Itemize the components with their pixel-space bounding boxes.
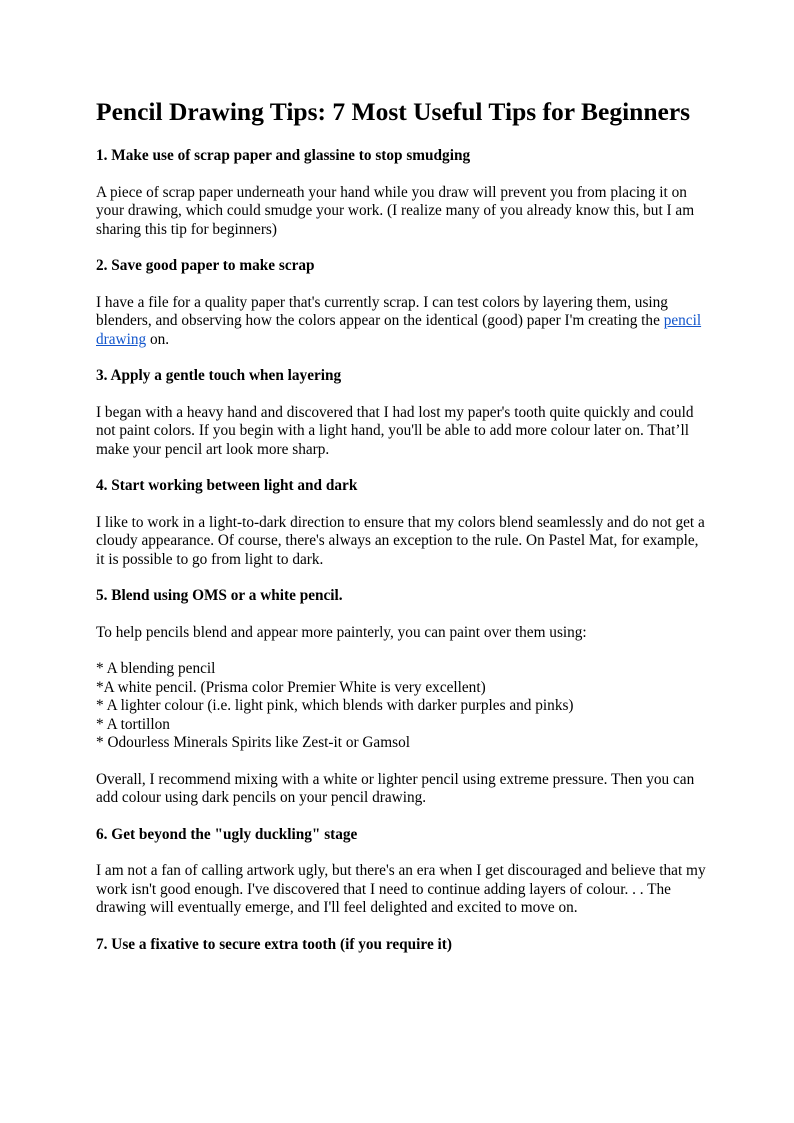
section-paragraph: Overall, I recommend mixing with a white or lighter pencil using extreme pressure. Then you can add colour using dark pencils on your pencil drawing.: [96, 770, 695, 806]
section-1: [96, 147, 706, 239]
list-item: * Odourless Minerals Spirits like Zest-it or Gamsol: [96, 734, 410, 751]
section-heading: 5. Blend using OMS or a white pencil.: [96, 587, 343, 604]
section-heading: 6. Get beyond the "ugly duckling" stage: [96, 825, 358, 843]
document-page: [96, 96, 706, 972]
list-item: *A white pencil. (Prisma color Premier White is very excellent): [96, 678, 486, 696]
section-paragraph: I am not a fan of calling artwork ugly, but there's an era when I get discouraged and believe that my work isn't good enough. I've discovered that I need to continue adding layers of colour. . . The drawing will eventually emerge, and I'll feel delighted and excited to move on.: [96, 862, 706, 916]
list-item: * A blending pencil: [96, 660, 216, 677]
section-4: [96, 477, 706, 569]
section-intro: To help pencils blend and appear more painterly, you can paint over them using:: [96, 623, 587, 641]
blending-options-list: [96, 660, 706, 753]
section-7: [96, 936, 706, 955]
section-paragraph: I began with a heavy hand and discovered that I had lost my paper's tooth quite quickly and could not paint colors. If you begin with a light hand, you'll be able to add more colour later on. That’ll make your pencil art look more sharp.: [96, 403, 694, 458]
list-item: * A tortillon: [96, 715, 170, 733]
page-title: Pencil Drawing Tips: 7 Most Useful Tips for Beginners: [96, 97, 691, 126]
section-2: [96, 257, 706, 349]
section-heading: 1. Make use of scrap paper and glassine to stop smudging: [96, 147, 471, 164]
section-heading: 2. Save good paper to make scrap: [96, 257, 315, 274]
paragraph-text: on.: [146, 330, 170, 348]
pencil-drawing-link[interactable]: pencil drawing: [96, 312, 702, 348]
section-paragraph: [96, 294, 706, 350]
section-heading: 4. Start working between light and dark: [96, 477, 358, 494]
section-heading: 3. Apply a gentle touch when layering: [96, 367, 342, 384]
section-heading: 7. Use a fixative to secure extra tooth (if you require it): [96, 935, 452, 953]
section-6: [96, 826, 706, 918]
section-3: [96, 367, 706, 459]
section-paragraph: I like to work in a light-to-dark direction to ensure that my colors blend seamlessly and do not get a cloudy appearance. Of course, there's always an exception to the rule. On Pastel Mat, for example, it is possible to go from light to dark.: [96, 513, 705, 568]
section-5: [96, 587, 706, 808]
list-item: * A lighter colour (i.e. light pink, which blends with darker purples and pinks): [96, 697, 574, 714]
paragraph-text: I have a file for a quality paper that's currently scrap. I can test colors by layering them, using blenders, and observing how the colors appear on the identical (good) paper I'm creating the: [96, 293, 668, 329]
section-paragraph: A piece of scrap paper underneath your hand while you draw will prevent you from placing it on your drawing, which could smudge your work. (I realize many of you already know this, but I am sharing this tip for beginners): [96, 183, 695, 238]
